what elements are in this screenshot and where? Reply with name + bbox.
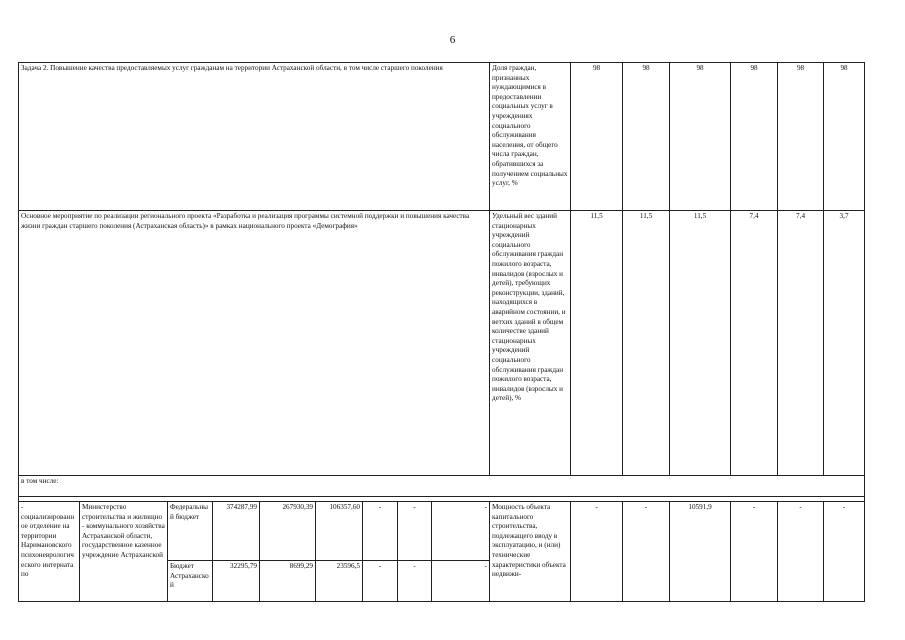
funding-total: 32295,79	[213, 561, 260, 602]
sub-event-value: -	[623, 502, 670, 602]
funding-year-value: 23596,5	[316, 561, 363, 602]
sub-event-executor: Министерство строительства и жилищно - коммунального хозяйства Астраханской области, государственное казенное учреждение Астраханской	[80, 502, 168, 602]
event-row	[19, 211, 865, 476]
task-value: 98	[623, 63, 670, 211]
sub-event-value: -	[824, 502, 865, 602]
task-value: 98	[731, 63, 778, 211]
event-value: 11,5	[670, 211, 731, 476]
sub-event-value: -	[571, 502, 623, 602]
funding-total: 374287,99	[213, 502, 260, 561]
task-value: 98	[670, 63, 731, 211]
funding-year-value: -	[432, 561, 490, 602]
event-value: 11,5	[571, 211, 623, 476]
funding-year-value: 267930,39	[260, 502, 316, 561]
funding-year-value: -	[398, 561, 432, 602]
sub-event-value: -	[731, 502, 778, 602]
event-value: 11,5	[623, 211, 670, 476]
funding-year-value: 106357,60	[316, 502, 363, 561]
task-text: Задача 2. Повышение качества предоставляемых услуг гражданам на территории Астраханской области, в том числе старшего поколения	[19, 63, 490, 211]
task-indicator: Доля граждан, признанных нуждающимися в предоставлении социальных услуг в учреждениях социального обслуживания населения, от общего числа граждан, обратившихся за получением социальных услуг, %	[490, 63, 571, 211]
sub-event-indicator: Мощность объекта капитального строительства, подлежащего вводу в эксплуатацию, и (или) технические характеристики объекта недвижи-	[490, 502, 571, 602]
funding-year-value: -	[363, 561, 398, 602]
funding-year-value: -	[363, 502, 398, 561]
task-value: 98	[778, 63, 824, 211]
sub-event-value: 10591,9	[670, 502, 731, 602]
event-value: 7,4	[778, 211, 824, 476]
funding-source: Бюджет Астраханской	[168, 561, 213, 602]
including-row	[19, 476, 865, 497]
page-number: 6	[449, 34, 456, 46]
sub-event-name: - социализированное отделение на территории Наримановского психоневрологического интерната по	[19, 502, 80, 602]
event-indicator: Удельный вес зданий стационарных учреждений социального обслуживания граждан пожилого возраста, инвалидов (взрослых и детей), требующих реконструкции, зданий, находящихся в аварийном состоянии, и ветхих зданий в общем количестве зданий стационарных учреждений социального обслуживания граждан пожилого возраста, инвалидов (взрослых и детей), %	[490, 211, 571, 476]
task-value: 98	[824, 63, 865, 211]
funding-year-value: 8699,29	[260, 561, 316, 602]
event-value: 3,7	[824, 211, 865, 476]
task-value: 98	[571, 63, 623, 211]
funding-year-value: -	[398, 502, 432, 561]
task-row	[19, 63, 865, 211]
event-value: 7,4	[731, 211, 778, 476]
program-table	[18, 62, 865, 602]
funding-source: Федеральный бюджет	[168, 502, 213, 561]
including-label: в том числе:	[19, 476, 865, 497]
event-text: Основное мероприятие по реализации регионального проекта «Разработка и реализация программы системной поддержки и повышения качества жизни граждан старшего поколения (Астраханская область)» в рамках национального проекта «Демография»	[19, 211, 490, 476]
sub-event-row	[19, 502, 865, 561]
sub-event-value: -	[778, 502, 824, 602]
funding-year-value: -	[432, 502, 490, 561]
